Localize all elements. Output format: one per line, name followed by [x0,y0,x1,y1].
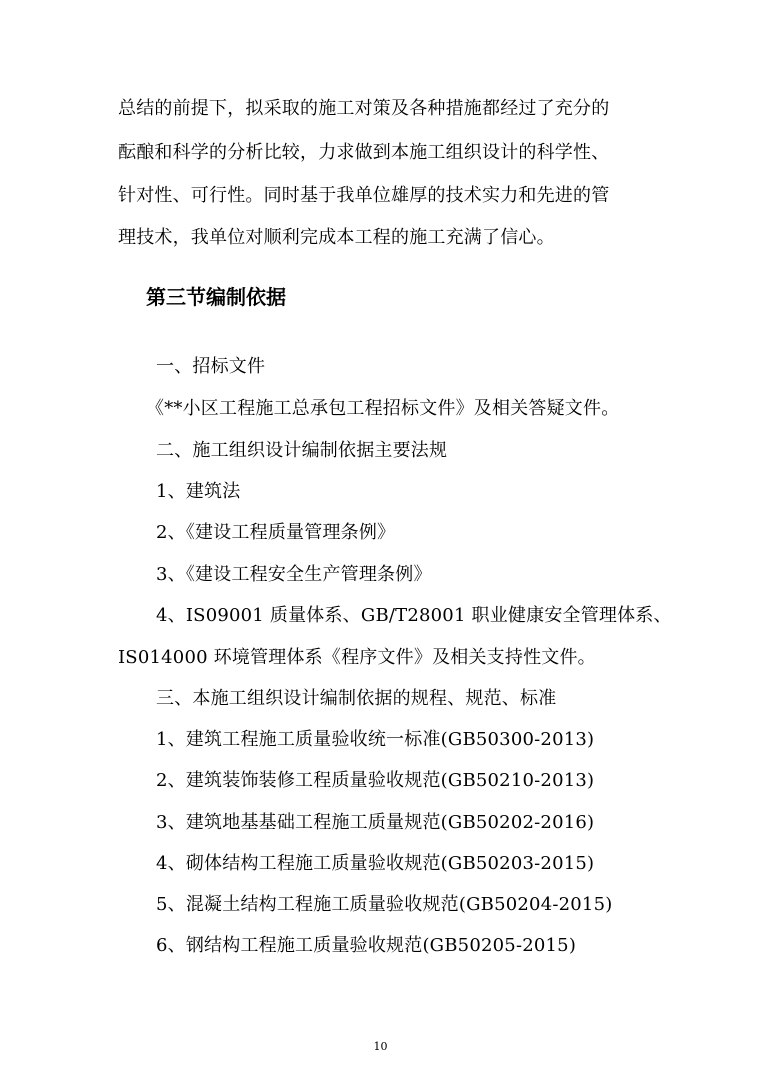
item-regulation-3: 3、《建设工程安全生产管理条例》 [156,564,432,585]
item-regulation-4-continued: IS014000 环境管理体系《程序文件》及相关支持性文件。 [118,647,596,668]
item-standards-heading: 三、本施工组织设计编制依据的规程、规范、标准 [156,688,557,709]
intro-line-3: 针对性、可行性。同时基于我单位雄厚的技术实力和先进的管 [118,185,610,206]
item-tender-document: 《**小区工程施工总承包工程招标文件》及相关答疑文件。 [146,398,620,419]
item-standard-1: 1、建筑工程施工质量验收统一标准(GB50300-2013) [156,729,595,750]
intro-line-2: 酝酿和科学的分析比较，力求做到本施工组织设计的科学性、 [118,142,610,163]
item-regulations-heading: 二、施工组织设计编制依据主要法规 [156,440,448,461]
item-regulation-1: 1、建筑法 [156,481,241,502]
item-standard-5: 5、混凝土结构工程施工质量验收规范(GB50204-2015) [156,894,613,915]
item-regulation-4: 4、IS09001 质量体系、GB/T28001 职业健康安全管理体系、 [156,605,672,626]
section-heading: 第三节编制依据 [146,285,286,309]
intro-line-4: 理技术，我单位对顺利完成本工程的施工充满了信心。 [118,227,555,248]
intro-line-1: 总结的前提下，拟采取的施工对策及各种措施都经过了充分的 [118,98,610,119]
page-number: 10 [373,1040,388,1053]
item-standard-2: 2、建筑装饰装修工程质量验收规范(GB50210-2013) [156,770,595,791]
item-standard-3: 3、建筑地基基础工程施工质量规范(GB50202-2016) [156,812,595,833]
item-standard-6: 6、钢结构工程施工质量验收规范(GB50205-2015) [156,935,577,956]
item-regulation-2: 2、《建设工程质量管理条例》 [156,522,396,543]
item-tender-heading: 一、招标文件 [156,356,266,377]
item-standard-4: 4、砌体结构工程施工质量验收规范(GB50203-2015) [156,853,595,874]
